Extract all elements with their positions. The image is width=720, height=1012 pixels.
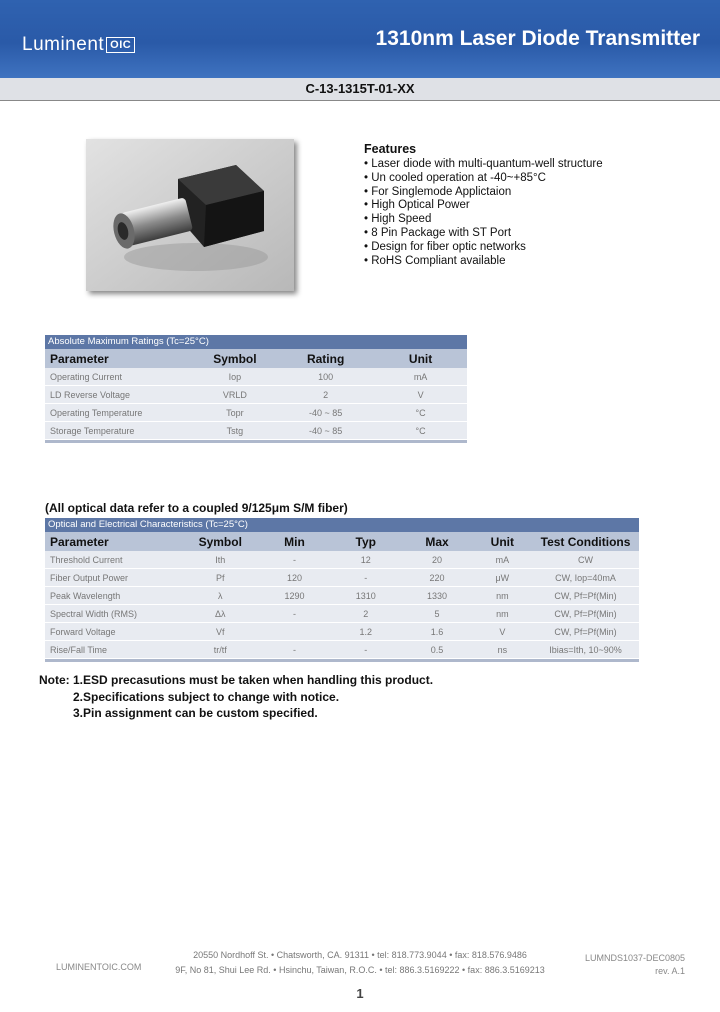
cell: Spectral Width (RMS) <box>45 605 182 623</box>
cell: 0.5 <box>401 641 472 659</box>
table-row <box>45 368 467 386</box>
cell: - <box>259 605 330 623</box>
cell: - <box>330 569 401 587</box>
list-item: • Laser diode with multi-quantum-well structure <box>364 158 603 172</box>
company-logo: Luminent OIC <box>22 34 135 56</box>
cell: CW, Pf=Pf(Min) <box>532 623 639 641</box>
table-row <box>45 641 639 659</box>
column-header: Rating <box>277 349 374 368</box>
note-line: Note: 1.ESD precasutions must be taken when handling this product. <box>39 673 434 687</box>
table-row <box>45 623 639 641</box>
cell: Fiber Output Power <box>45 569 182 587</box>
cell: 5 <box>401 605 472 623</box>
cell: CW, Pf=Pf(Min) <box>532 587 639 605</box>
cell: °C <box>374 422 467 440</box>
cell: - <box>259 551 330 569</box>
table-caption: Absolute Maximum Ratings (Tc=25°C) <box>45 335 467 349</box>
optical-electrical-table <box>45 518 639 662</box>
list-item: • For Singlemode Applictaion <box>364 186 603 200</box>
cell: tr/tf <box>182 641 259 659</box>
cell: Ith <box>182 551 259 569</box>
product-photo <box>86 139 294 291</box>
page-title: 1310nm Laser Diode Transmitter <box>375 27 700 50</box>
cell: 1.6 <box>401 623 472 641</box>
footer-doc-info <box>585 952 685 978</box>
cell: μW <box>473 569 532 587</box>
list-item: • RoHS Compliant available <box>364 255 603 269</box>
table-row <box>45 587 639 605</box>
cell: Rise/Fall Time <box>45 641 182 659</box>
cell: mA <box>473 551 532 569</box>
cell: Tstg <box>193 422 277 440</box>
cell: °C <box>374 404 467 422</box>
cell: CW <box>532 551 639 569</box>
column-header: Unit <box>374 349 467 368</box>
cell: Storage Temperature <box>45 422 193 440</box>
cell: 1290 <box>259 587 330 605</box>
column-header: Test Conditions <box>532 532 639 551</box>
page-number: 1 <box>356 986 364 1001</box>
column-header: Min <box>259 532 330 551</box>
cell: V <box>473 623 532 641</box>
cell: LD Reverse Voltage <box>45 386 193 404</box>
cell: Vf <box>182 623 259 641</box>
cell: 1330 <box>401 587 472 605</box>
fiber-note: (All optical data refer to a coupled 9/125μm S/M fiber) <box>45 501 348 515</box>
table-row <box>45 404 467 422</box>
cell: nm <box>473 605 532 623</box>
column-header: Typ <box>330 532 401 551</box>
column-header: Symbol <box>193 349 277 368</box>
cell: nm <box>473 587 532 605</box>
cell: λ <box>182 587 259 605</box>
footer-website: LUMINENTOIC.COM <box>56 962 142 972</box>
address-tw: 9F, No 81, Shui Lee Rd. • Hsinchu, Taiwan, R.O.C. • tel: 886.3.5169222 • fax: 886.3.5169213 <box>175 965 545 975</box>
cell: Operating Temperature <box>45 404 193 422</box>
page-header <box>0 0 720 78</box>
table-row <box>45 569 639 587</box>
cell: 100 <box>277 368 374 386</box>
table-caption: Optical and Electrical Characteristics (Tc=25°C) <box>45 518 639 532</box>
cell: ns <box>473 641 532 659</box>
cell: Operating Current <box>45 368 193 386</box>
cell: -40 ~ 85 <box>277 422 374 440</box>
cell: 20 <box>401 551 472 569</box>
cell: mA <box>374 368 467 386</box>
cell: -40 ~ 85 <box>277 404 374 422</box>
notes-section <box>39 672 433 722</box>
column-header: Unit <box>473 532 532 551</box>
column-header: Parameter <box>45 532 182 551</box>
list-item: • High Speed <box>364 213 603 227</box>
features-section <box>364 142 603 268</box>
cell: Ibias=Ith, 10~90% <box>532 641 639 659</box>
cell: - <box>330 641 401 659</box>
cell: VRLD <box>193 386 277 404</box>
column-header: Parameter <box>45 349 193 368</box>
cell: - <box>259 641 330 659</box>
features-list <box>364 158 603 268</box>
cell: 2 <box>277 386 374 404</box>
table-row <box>45 551 639 569</box>
address-us: 20550 Nordhoff St. • Chatsworth, CA. 91311 • tel: 818.773.9044 • fax: 818.576.9486 <box>193 950 527 960</box>
cell <box>259 623 330 641</box>
column-header: Symbol <box>182 532 259 551</box>
cell: Pf <box>182 569 259 587</box>
absolute-max-ratings-table <box>45 335 467 443</box>
list-item: • High Optical Power <box>364 199 603 213</box>
list-item: • Un cooled operation at -40~+85°C <box>364 172 603 186</box>
doc-id: LUMNDS1037-DEC0805 <box>584 953 685 963</box>
part-number-bar <box>0 78 720 101</box>
list-item: • Design for fiber optic networks <box>364 241 603 255</box>
cell: Topr <box>193 404 277 422</box>
cell: 1310 <box>330 587 401 605</box>
cell: 1.2 <box>330 623 401 641</box>
table-row <box>45 422 467 440</box>
cell: Iop <box>193 368 277 386</box>
note-line: 2.Specifications subject to change with notice. <box>73 689 340 704</box>
note-line: 3.Pin assignment can be custom specified. <box>73 706 318 720</box>
column-header: Max <box>401 532 472 551</box>
cell: Forward Voltage <box>45 623 182 641</box>
list-item: • 8 Pin Package with ST Port <box>364 227 603 241</box>
cell: Threshold Current <box>45 551 182 569</box>
cell: 12 <box>330 551 401 569</box>
cell: Peak Wavelength <box>45 587 182 605</box>
part-number: C-13-1315T-01-XX <box>305 81 415 96</box>
cell: 220 <box>401 569 472 587</box>
cell: V <box>374 386 467 404</box>
cell: 2 <box>330 605 401 623</box>
cell: 120 <box>259 569 330 587</box>
transmitter-image <box>86 139 294 291</box>
table-row <box>45 386 467 404</box>
features-heading: Features <box>364 142 417 156</box>
cell: CW, Pf=Pf(Min) <box>532 605 639 623</box>
table-row <box>45 605 639 623</box>
cell: CW, Iop=40mA <box>532 569 639 587</box>
cell: Δλ <box>182 605 259 623</box>
revision: rev. A.1 <box>655 966 685 976</box>
